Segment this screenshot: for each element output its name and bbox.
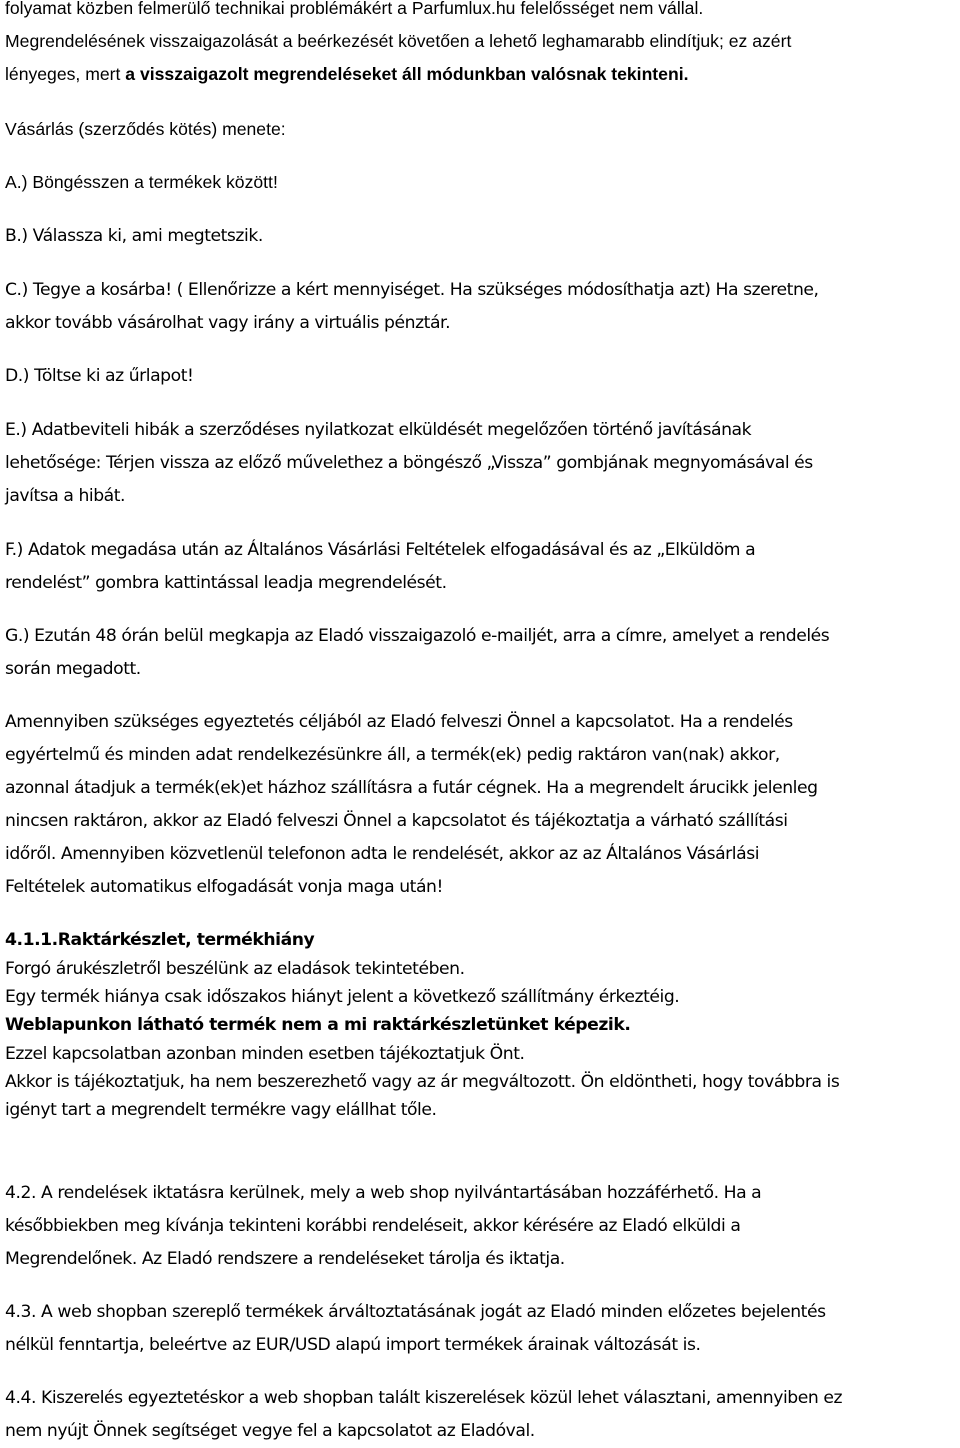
contact-line-3: azonnal átadjuk a termék(ek)et házhoz szállításra a futár cégnek. Ha a megrendelt árucikk jelenleg xyxy=(5,778,818,798)
stock-line-2: Egy termék hiánya csak időszakos hiányt jelent a következő szállítmány érkeztéig. xyxy=(5,987,680,1007)
purchase-process-heading: Vásárlás (szerződés kötés) menete: xyxy=(5,119,286,139)
intro-line-1: folyamat közben felmerülő technikai problémákért a Parfumlux.hu felelősséget nem vállal. xyxy=(5,0,704,18)
step-c-line-1: C.) Tegye a kosárba! ( Ellenőrizze a kért mennyiséget. Ha szükséges módosíthatja azt) Ha szeretne, xyxy=(5,280,819,300)
stock-line-6: igényt tart a megrendelt termékre vagy elállhat tőle. xyxy=(5,1100,437,1120)
stock-line-1: Forgó árukészletről beszélünk az eladások tekintetében. xyxy=(5,959,465,979)
section-4-4-line-1: 4.4. Kiszerelés egyeztetéskor a web shopban talált kiszerelések közül lehet választani, amennyiben ez xyxy=(5,1388,843,1408)
intro-line-3-text: lényeges, mert xyxy=(5,64,126,84)
section-4-3-line-2: nélkül fenntartja, beleértve az EUR/USD alapú import termékek árainak változását is. xyxy=(5,1335,701,1355)
section-4-2-line-1: 4.2. A rendelések iktatásra kerülnek, mely a web shop nyilvántartásában hozzáférhető. Ha a xyxy=(5,1183,762,1203)
contact-line-4: nincsen raktáron, akkor az Eladó felveszi Önnel a kapcsolatot és tájékoztatja a várható szállítási xyxy=(5,811,788,831)
step-f-line-1: F.) Adatok megadása után az Általános Vásárlási Feltételek elfogadásával és az „Elküldöm a xyxy=(5,540,756,560)
intro-emphasis: a visszaigazolt megrendeléseket áll módunkban valósnak tekinteni. xyxy=(125,64,689,84)
section-4-4-line-2: nem nyújt Önnek segítséget vegye fel a kapcsolatot az Eladóval. xyxy=(5,1421,535,1441)
step-b: B.) Válassza ki, ami megtetszik. xyxy=(5,226,263,246)
contact-line-1: Amennyiben szükséges egyeztetés céljából az Eladó felveszi Önnel a kapcsolatot. Ha a rendelés xyxy=(5,712,793,732)
step-e-line-2: lehetősége: Térjen vissza az előző művelethez a böngésző „Vissza” gombjának megnyomásával és xyxy=(5,453,813,473)
contact-line-5: időről. Amennyiben közvetlenül telefonon adta le rendelését, akkor az az Általános Vásárlási xyxy=(5,844,760,864)
contact-line-6: Feltételek automatikus elfogadását vonja maga után! xyxy=(5,877,443,897)
step-f-line-2: rendelést” gombra kattintással leadja megrendelését. xyxy=(5,573,447,593)
step-d: D.) Töltse ki az űrlapot! xyxy=(5,366,194,386)
step-e-line-3: javítsa a hibát. xyxy=(5,486,126,506)
stock-line-3: Weblapunkon látható termék nem a mi raktárkészletünket képezik. xyxy=(5,1015,631,1035)
stock-line-5: Akkor is tájékoztatjuk, ha nem beszerezhető vagy az ár megváltozott. Ön eldöntheti, hogy továbbra is xyxy=(5,1072,840,1092)
contact-line-2: egyértelmű és minden adat rendelkezésünkre áll, a termék(ek) pedig raktáron van(nak) akkor, xyxy=(5,745,780,765)
section-4-1-1-heading: 4.1.1.Raktárkészlet, termékhiány xyxy=(5,930,315,950)
section-4-2-line-2: későbbiekben meg kívánja tekinteni korábbi rendeléseit, akkor kérésére az Eladó elküldi a xyxy=(5,1216,741,1236)
step-a: A.) Böngésszen a termékek között! xyxy=(5,172,278,192)
section-4-3-line-1: 4.3. A web shopban szereplő termékek árváltoztatásának jogát az Eladó minden előzetes bejelentés xyxy=(5,1302,826,1322)
step-g-line-2: során megadott. xyxy=(5,659,141,679)
step-c-line-2: akkor tovább vásárolhat vagy irány a virtuális pénztár. xyxy=(5,313,451,333)
intro-line-3 xyxy=(5,63,688,85)
stock-line-4: Ezzel kapcsolatban azonban minden esetben tájékoztatjuk Önt. xyxy=(5,1044,525,1064)
intro-line-2: Megrendelésének visszaigazolását a beérkezését követően a lehető leghamarabb elindítjuk; ez azért xyxy=(5,31,792,51)
step-e-line-1: E.) Adatbeviteli hibák a szerződéses nyilatkozat elküldését megelőzően történő javításának xyxy=(5,420,752,440)
step-g-line-1: G.) Ezután 48 órán belül megkapja az Eladó visszaigazoló e-mailjét, arra a címre, amelyet a rendelés xyxy=(5,626,830,646)
section-4-2-line-3: Megrendelőnek. Az Eladó rendszere a rendeléseket tárolja és iktatja. xyxy=(5,1249,565,1269)
